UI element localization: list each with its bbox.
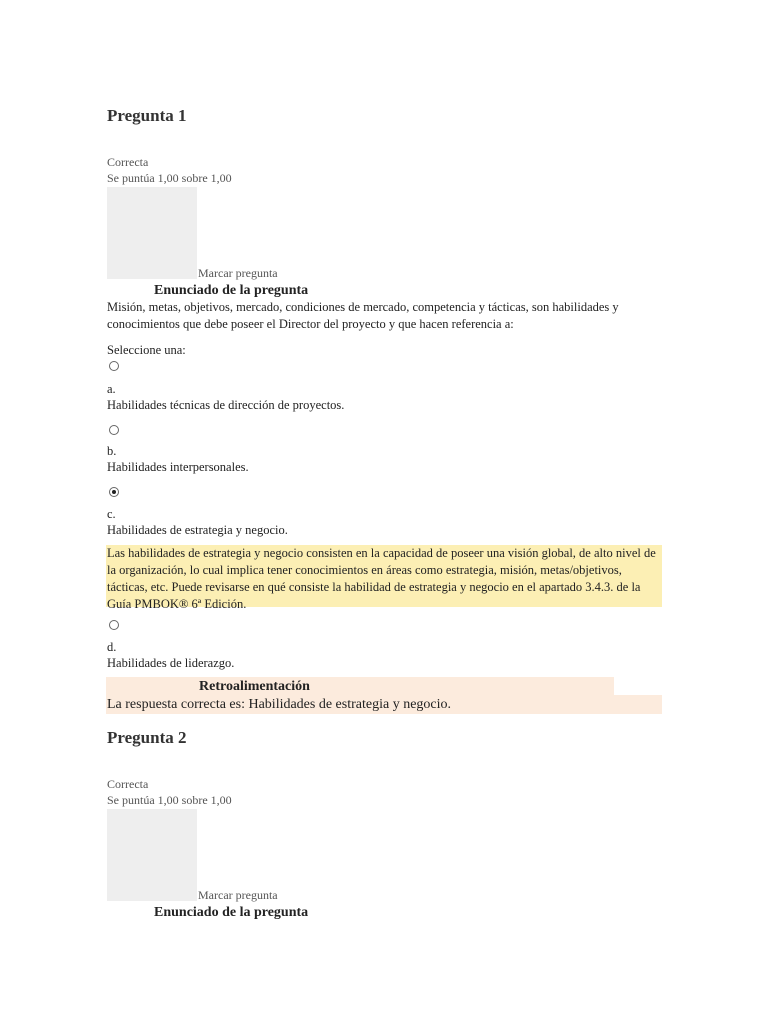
radio-option-c[interactable] <box>109 487 119 497</box>
question-title: Pregunta 1 <box>107 106 187 125</box>
feedback-text: La respuesta correcta es: Habilidades de estrategia y negocio. <box>106 695 662 714</box>
option-text-c[interactable]: Habilidades de estrategia y negocio. <box>107 523 288 537</box>
feedback-heading: Retroalimentación <box>106 677 614 696</box>
question-state: Correcta <box>107 155 149 169</box>
flag-question-link[interactable]: Marcar pregunta <box>198 888 278 902</box>
option-letter-b: b. <box>107 444 117 458</box>
option-feedback: Las habilidades de estrategia y negocio consisten en la capacidad de poseer una visión global, de alto nivel de la organización, lo cual implica tener conocimientos en áreas como estrategia, misión, metas/objetivos, tácticas, etc. Puede revisarse en qué consiste la habilidad de estrategia y negocio en el apartado 3.4.3. de la Guía PMBOK® 6ª Edición. <box>106 545 662 607</box>
option-text-a[interactable]: Habilidades técnicas de dirección de proyectos. <box>107 398 345 412</box>
flag-question-link[interactable]: Marcar pregunta <box>198 266 278 280</box>
option-letter-a: a. <box>107 382 116 396</box>
option-text-b[interactable]: Habilidades interpersonales. <box>107 460 249 474</box>
question-grade: Se puntúa 1,00 sobre 1,00 <box>107 171 232 185</box>
flag-question-box[interactable] <box>107 187 197 279</box>
question-text: Misión, metas, objetivos, mercado, condiciones de mercado, competencia y tácticas, son habilidades y conocimientos que debe poseer el Director del proyecto y que hacen referencia a: <box>107 300 619 331</box>
flag-question-box[interactable] <box>107 809 197 901</box>
question-state: Correcta <box>107 777 149 791</box>
statement-heading: Enunciado de la pregunta <box>154 905 309 920</box>
question-grade: Se puntúa 1,00 sobre 1,00 <box>107 793 232 807</box>
question-title: Pregunta 2 <box>107 728 187 747</box>
option-letter-d: d. <box>107 640 117 654</box>
radio-option-a[interactable] <box>109 361 119 371</box>
select-prompt: Seleccione una: <box>107 343 186 357</box>
option-text-d[interactable]: Habilidades de liderazgo. <box>107 656 235 670</box>
radio-option-b[interactable] <box>109 425 119 435</box>
option-letter-c: c. <box>107 507 116 521</box>
radio-option-d[interactable] <box>109 620 119 630</box>
statement-heading: Enunciado de la pregunta <box>154 283 309 298</box>
